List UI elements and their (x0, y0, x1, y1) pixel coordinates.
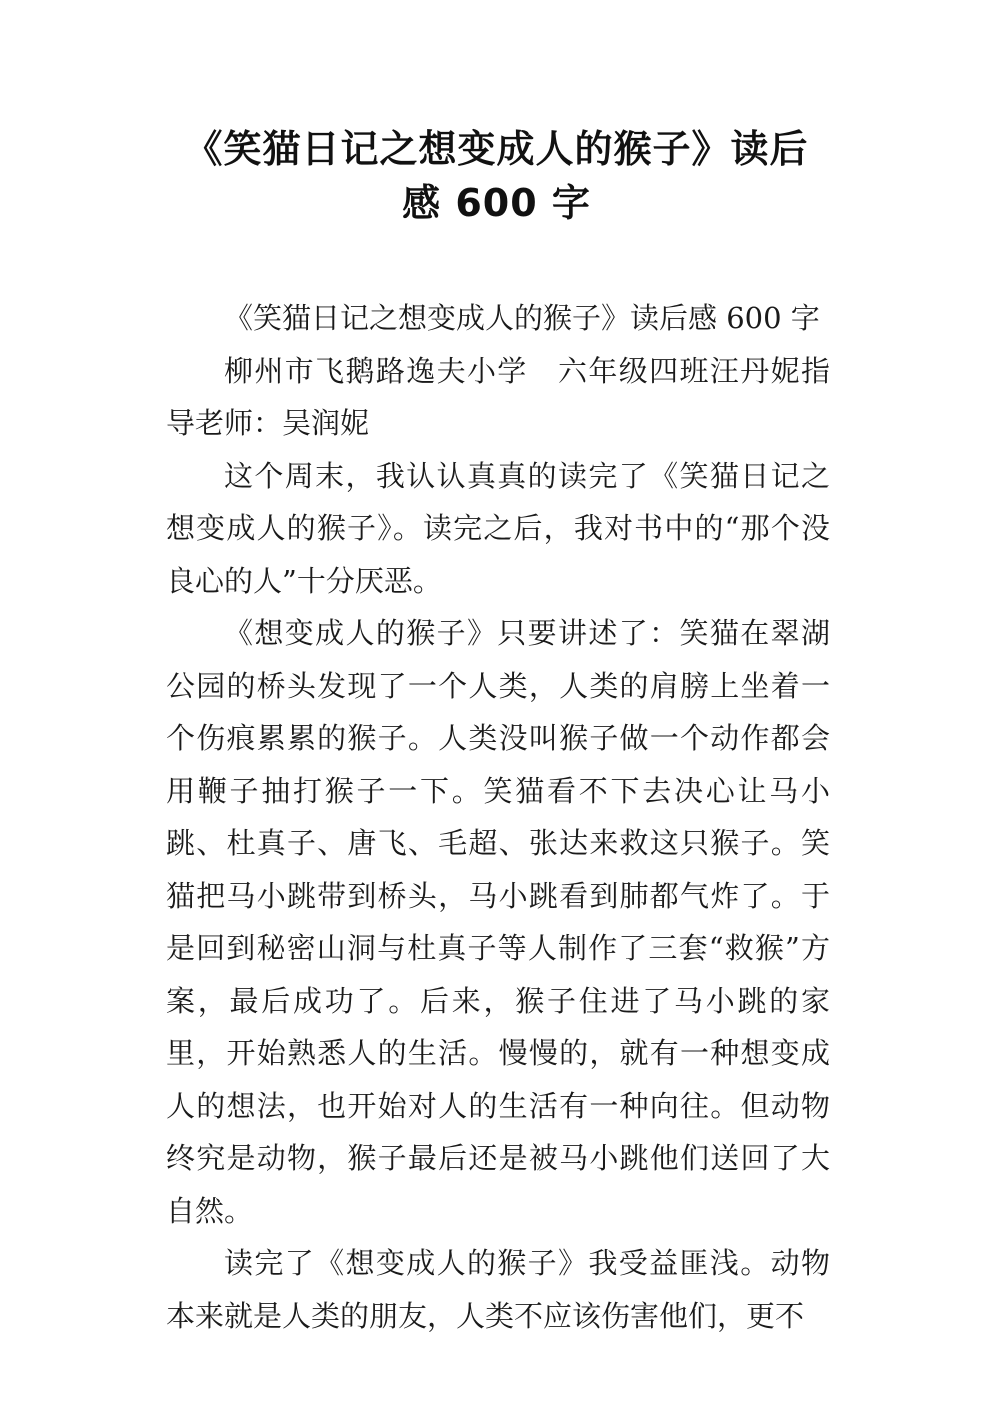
document-title (0, 122, 993, 230)
paragraph-reflection: 读完了《想变成人的猴子》我受益匪浅。动物本来就是人类的朋友，人类不应该伤害他们，更不 (166, 1246, 830, 1333)
paragraph-heading-repeat: 《笑猫日记之想变成人的猴子》读后感 600 字 (224, 301, 820, 335)
document-body (166, 292, 830, 1342)
paragraph-summary: 《想变成人的猴子》只要讲述了：笑猫在翠湖公园的桥头发现了一个人类，人类的肩膀上坐着一个伤痕累累的猴子。人类没叫猴子做一个动作都会用鞭子抽打猴子一下。笑猫看不下去决心让马小跳、杜真子、唐飞、毛超、张达来救这只猴子。笑猫把马小跳带到桥头，马小跳看到肺都气炸了。于是回到秘密山洞与杜真子等人制作了三套“救猴”方案，最后成功了。后来，猴子住进了马小跳的家里，开始熟悉人的生活。慢慢的，就有一种想变成人的想法，也开始对人的生活有一种向往。但动物终究是动物，猴子最后还是被马小跳他们送回了大自然。 (166, 616, 830, 1228)
title-line-2: 感 600 字 (402, 181, 591, 225)
title-line-1: 《笑猫日记之想变成人的猴子》读后 (184, 127, 809, 171)
paragraph-intro: 这个周末，我认认真真的读完了《笑猫日记之想变成人的猴子》。读完之后，我对书中的“那个没良心的人”十分厌恶。 (166, 458, 830, 598)
paragraph-author: 柳州市飞鹅路逸夫小学 六年级四班汪丹妮指导老师：吴润妮 (166, 353, 830, 440)
